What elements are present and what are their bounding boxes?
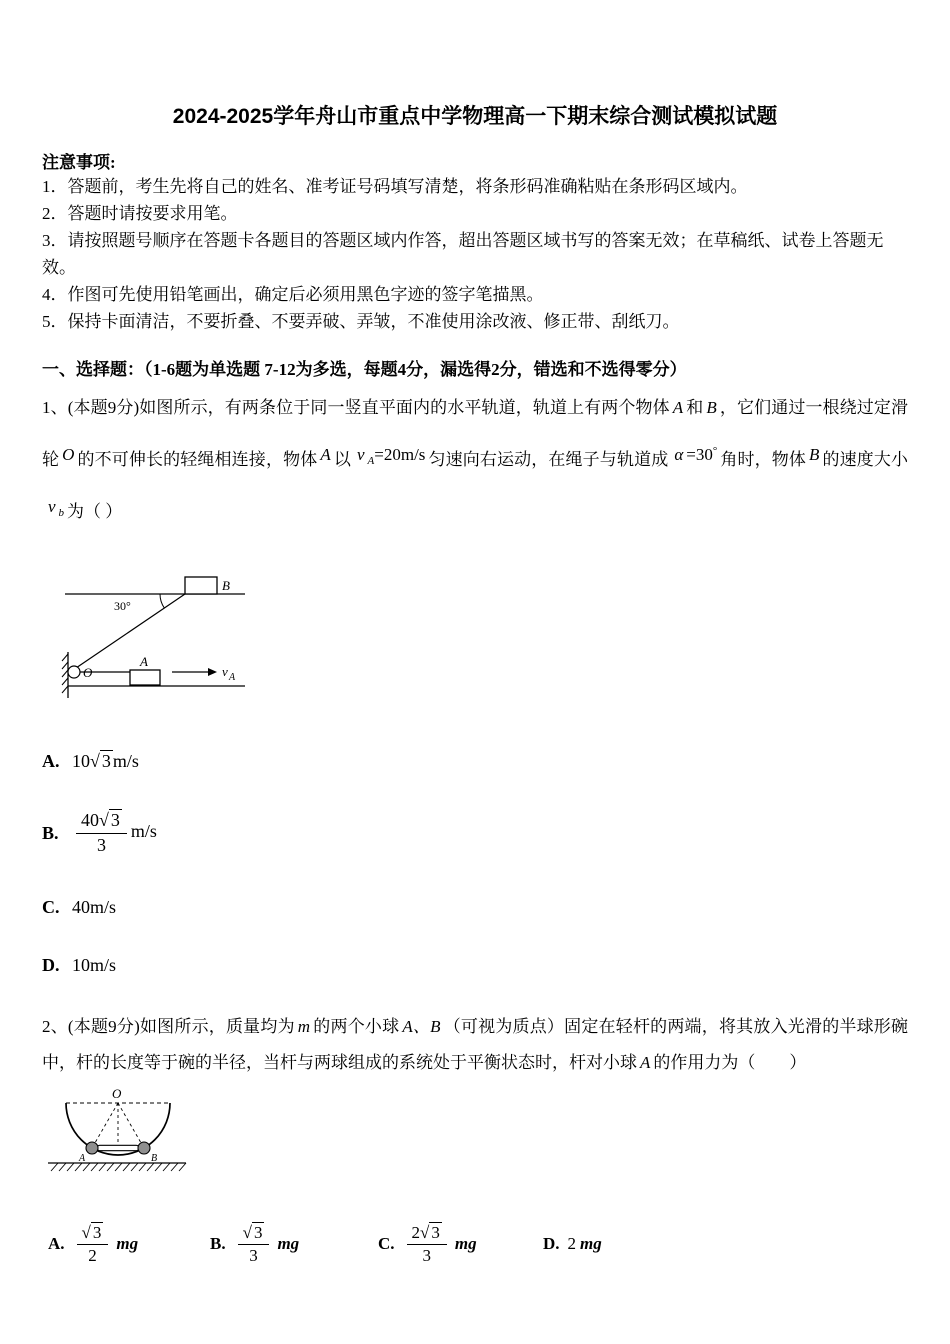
math-var-AB: A、B (402, 1017, 441, 1037)
q1-option-a (42, 741, 908, 781)
q2-segment: （可视为质点）固定在轻杆的两端，将其放入光滑的半球形碗中，杆的长度等于碗的半径，当杆与两球组成的系统处于平衡状态时，杆对小球 (42, 1017, 909, 1073)
sqrt-sign: √ (420, 1222, 430, 1242)
page-content (0, 148, 950, 1280)
q1-figure (60, 566, 908, 711)
q1-segment: 匀速向右运动，在绳子与轨道成 (428, 450, 669, 470)
block-a-label: A (140, 654, 148, 670)
q2-figure-svg (48, 1083, 208, 1183)
option-value: 10m/s (72, 954, 117, 975)
q1-segment: 和 (686, 398, 704, 418)
velocity-arrowhead (208, 668, 217, 676)
velocity-label: v (222, 664, 228, 680)
option-unit: mg (580, 1234, 602, 1254)
option-unit: mg (454, 1234, 477, 1254)
q1-option-b (42, 797, 908, 869)
option-value: 2 (567, 1234, 577, 1254)
notice-item-1: 1．答题前，考生先将自己的姓名、准考证号码填写清楚，将条形码准确粘贴在条形码区域内。 (42, 177, 748, 197)
q2-segment: 2、(本题9分)如图所示，质量均为 (42, 1017, 295, 1037)
q1-segment: 1、(本题9分)如图所示，有两条位于同一竖直平面内的水平轨道，轨道上有两个物体 (42, 398, 670, 418)
option-value: 10√ 3 m/s (72, 750, 139, 771)
math-vb: v $_b$ (48, 497, 65, 520)
math-var-O: O (62, 445, 75, 465)
notice-item-3: 3．请按照题号顺序在答题卡各题目的答题区域内作答，超出答题区域书写的答案无效；在草稿纸、试卷上答题无效。 (42, 231, 884, 278)
option-label: C. (42, 896, 60, 917)
q1-segment: 为（ ） (67, 502, 123, 522)
notice-section (42, 148, 908, 335)
math-var-A: A (640, 1053, 651, 1073)
q1-options (42, 741, 908, 987)
math-var-A: A (672, 398, 684, 418)
ground-hatching (51, 1163, 186, 1171)
option-label: D. (543, 1234, 560, 1254)
pulley-label: O (83, 665, 93, 681)
q2-segment: 的两个小球 (313, 1017, 400, 1037)
math-var-m: m (297, 1017, 311, 1037)
page-title: 2024-2025学年舟山市重点中学物理高一下期末综合测试模拟试题 (172, 105, 778, 128)
q1-segment: 以 (333, 450, 351, 470)
q2-segment: 的作用力为（ ） (653, 1053, 807, 1073)
dashed-radii (92, 1103, 144, 1148)
option-label: C. (378, 1234, 395, 1254)
angle-arc (160, 594, 164, 608)
option-label: B. (210, 1234, 226, 1254)
option-fraction: $\frac{√ 3}{2}$ (77, 1222, 109, 1267)
wall-hatching (62, 654, 68, 693)
section-heading: 一、选择题：（1-6题为单选题 7-12为多选，每题4分，漏选得2分，错选和不选得零分） (42, 360, 687, 380)
sqrt-sign: √ (242, 1222, 252, 1242)
q2-option-a (48, 1214, 138, 1274)
q2-option-b (210, 1214, 299, 1274)
q2-figure (48, 1083, 908, 1188)
option-fraction: $\frac{2√ 3}{3}$ (407, 1222, 447, 1267)
q1-segment: 角时，物体 (720, 450, 807, 470)
option-value: $\frac{40√ 3}{3}$ m/s (72, 809, 157, 857)
option-unit: mg (116, 1234, 139, 1254)
math-alpha-equation: α =30° (674, 445, 718, 465)
ball-b (138, 1142, 150, 1154)
notice-item-5: 5．保持卡面清洁，不要折叠、不要弄破、弄皱，不准使用涂改液、修正带、刮纸刀。 (42, 312, 680, 332)
block-a (130, 670, 160, 685)
q1-option-c (42, 885, 908, 929)
q2-options (42, 1214, 908, 1280)
option-label: B. (42, 822, 59, 843)
option-value: 40m/s (72, 896, 117, 917)
q1-option-d (42, 943, 908, 987)
option-unit: mg (277, 1234, 300, 1254)
math-var-B: B (706, 398, 717, 418)
sqrt-sign: √ (81, 1222, 91, 1242)
pulley (68, 666, 80, 678)
option-label: D. (42, 954, 60, 975)
q1-segment: ，它们通过一根绕过定滑轮 (42, 398, 909, 470)
question-2-text (42, 1009, 908, 1081)
option-label: A. (42, 750, 60, 771)
math-var-B: B (809, 445, 820, 465)
notice-item-2: 2．答题时请按要求用笔。 (42, 204, 238, 224)
rod (97, 1146, 139, 1151)
sqrt-sign: √ (90, 750, 100, 771)
velocity-label-sub: A (229, 672, 236, 684)
question-1-text (42, 382, 908, 538)
ball-b-label: B (151, 1153, 158, 1165)
q1-segment: 的速度大小 (822, 450, 909, 470)
notice-item-4: 4．作图可先使用铅笔画出，确定后必须用黑色字迹的签字笔描黑。 (42, 285, 544, 305)
bowl-center-label: O (112, 1086, 122, 1102)
option-fraction: $\frac{√ 3}{3}$ (238, 1222, 270, 1267)
angle-label: 30° (114, 599, 131, 614)
ball-a-label: A (79, 1153, 86, 1165)
math-var-A: A (320, 445, 331, 465)
notice-heading: 注意事项: (42, 153, 116, 173)
q1-segment: 的不可伸长的轻绳相连接，物体 (77, 450, 318, 470)
q2-option-d (543, 1214, 602, 1274)
block-b-label: B (222, 578, 230, 594)
q1-figure-svg (60, 566, 260, 706)
sqrt-sign: √ (99, 810, 109, 831)
block-b (185, 577, 217, 594)
option-label: A. (48, 1234, 65, 1254)
math-vA-equation: v $_A$=20m/s (356, 445, 426, 468)
q2-option-c (378, 1214, 477, 1274)
ball-a (86, 1142, 98, 1154)
